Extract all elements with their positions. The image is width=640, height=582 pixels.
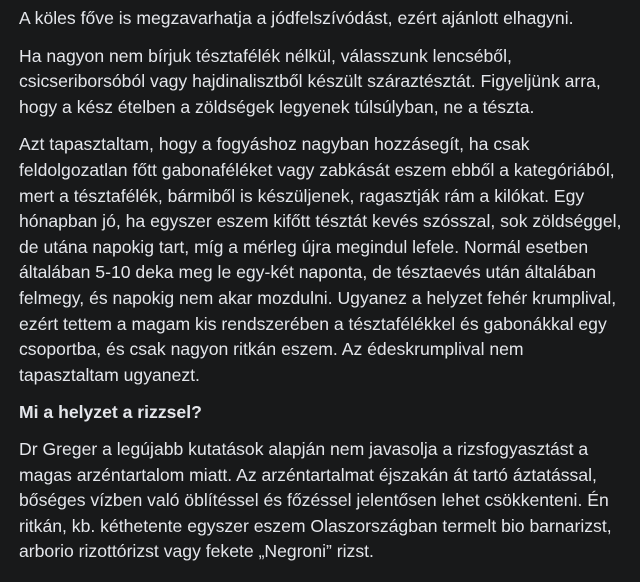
paragraph-experience: Azt tapasztaltam, hogy a fogyáshoz nagyban hozzásegít, ha csak feldolgozatlan főtt gabonaféléket vagy zabkását eszem ebből a kategóriából, mert a tésztafélék, bármiből is készüljenek, ragasztják rám a kilókat. Egy hónapban jó, ha egyszer eszem kifőtt tésztát kevés szósszal, sok zöldséggel, de utána napokig tart, míg a mérleg újra megindul lefele. Normál esetben általában 5-10 deka meg le egy-két naponta, de tésztaevés után általában felmegy, és napokig nem akar mozdulni. Ugyanez a helyzet fehér krumplival, ezért tettem a magam kis rendszerében a tésztafélékkel és gabonákkal egy csoportba, és csak nagyon ritkán eszem. Az édeskrumplival nem tapasztaltam ugyanezt. bbox=[19, 134, 622, 385]
paragraph-pasta-alternatives: Ha nagyon nem bírjuk tésztafélék nélkül, válasszunk lencséből, csicseriborsóból vagy hajdinalisztből készült száraztésztát. Figyeljünk arra, hogy a kész ételben a zöldségek legyenek túlsúlyban, ne a tészta. bbox=[19, 45, 601, 117]
section-heading-rice: Mi a helyzet a rizzsel? bbox=[19, 402, 202, 423]
paragraph-millet: A köles főve is megzavarhatja a jódfelszívódást, ezért ajánlott elhagyni. bbox=[19, 8, 574, 28]
paragraph-rice: Dr Greger a legújabb kutatások alapján nem javasolja a rizsfogyasztást a magas arzéntartalom miatt. Az arzéntartalmat éjszakán át tartó áztatással, bőséges vízben való öblítéssel és főzéssel jelentősen lehet csökkenteni. Én ritkán, kb. kéthetente egyszer eszem Olaszországban termelt bio barnarizst, arborio rizottórizst vagy fekete „Negroni” rizst. bbox=[19, 438, 612, 562]
